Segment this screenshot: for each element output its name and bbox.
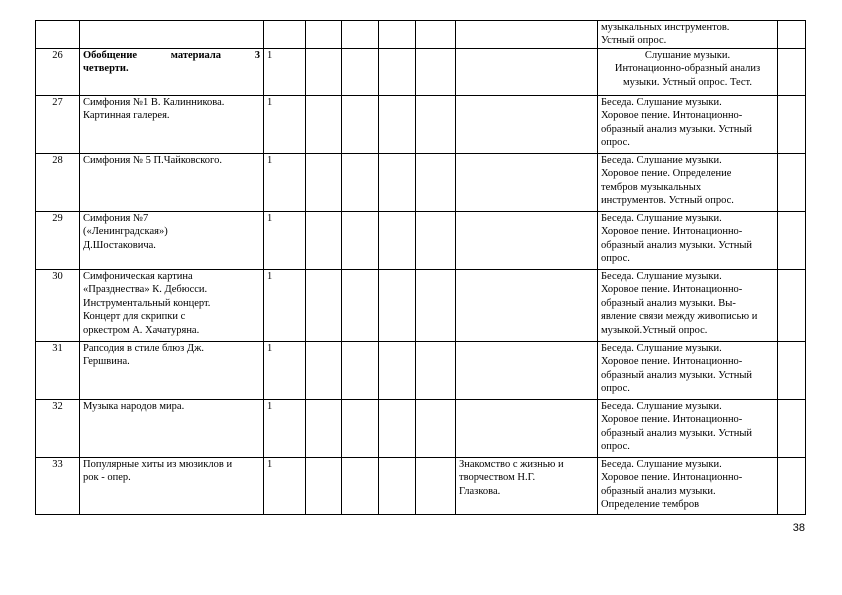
activity-line: Устный опрос. — [601, 35, 667, 47]
empty-cell — [342, 96, 379, 154]
empty-cell — [306, 21, 342, 49]
lesson-topic-cell — [80, 270, 264, 342]
lesson-number-cell: 28 — [36, 154, 80, 212]
page-number: 38 — [792, 522, 805, 534]
empty-cell — [778, 49, 806, 96]
lesson-topic-cell — [80, 96, 264, 154]
activities-cell — [598, 342, 778, 400]
activity-line: образный анализ музыки. Устный — [601, 123, 753, 135]
regional-component-cell — [456, 154, 598, 212]
lesson-number-cell: 29 — [36, 212, 80, 270]
empty-cell — [306, 49, 342, 96]
activity-line: Беседа. Слушание музыки. — [601, 343, 722, 354]
table-row — [36, 458, 806, 515]
activities-cell — [598, 49, 778, 96]
activity-line: Беседа. Слушание музыки. — [601, 459, 722, 470]
activity-line: образный анализ музыки. Устный — [601, 239, 753, 251]
empty-cell — [342, 154, 379, 212]
table-row — [36, 270, 806, 342]
regional-component-cell — [456, 342, 598, 400]
hours-cell: 1 — [264, 458, 306, 515]
topic-line: Гершвина. — [83, 356, 130, 368]
regional-component-cell — [456, 458, 598, 515]
activities-cell — [598, 21, 778, 49]
hours-cell: 1 — [264, 400, 306, 458]
activity-line: Хоровое пение. Интонационно- — [601, 284, 743, 296]
topic-line: Музыка народов мира. — [83, 401, 185, 412]
activity-line: образный анализ музыки. Устный — [601, 369, 753, 381]
lesson-topic-cell — [80, 21, 264, 49]
topic-line: Д.Шостаковича. — [83, 239, 156, 251]
empty-cell — [379, 458, 416, 515]
lesson-topic-cell — [80, 342, 264, 400]
table-row — [36, 49, 806, 96]
empty-cell — [306, 270, 342, 342]
activity-line: музыкальных инструментов. — [601, 22, 730, 33]
activities-cell — [598, 212, 778, 270]
topic-line: Симфония №7 — [83, 213, 149, 224]
empty-cell — [306, 212, 342, 270]
regional-component-cell — [456, 400, 598, 458]
empty-cell — [416, 96, 456, 154]
activity-line: инструментов. Устный опрос. — [601, 195, 734, 207]
empty-cell — [306, 96, 342, 154]
lesson-number-cell: 33 — [36, 458, 80, 515]
empty-cell — [342, 212, 379, 270]
topic-line: Симфония №1 В. Калинникова. — [83, 97, 225, 108]
activities-cell — [598, 270, 778, 342]
empty-cell — [778, 270, 806, 342]
empty-cell — [342, 342, 379, 400]
lesson-topic-cell — [80, 458, 264, 515]
empty-cell — [416, 270, 456, 342]
topic-line: Обобщение материала 3 — [83, 50, 260, 61]
activities-cell — [598, 400, 778, 458]
activity-line: музыкой.Устный опрос. — [601, 324, 708, 336]
empty-cell — [342, 458, 379, 515]
empty-cell — [778, 400, 806, 458]
empty-cell — [306, 342, 342, 400]
activity-line: Интонационно-образный анализ — [614, 63, 761, 75]
topic-line: четверти. — [83, 63, 129, 75]
empty-cell — [379, 270, 416, 342]
activity-line: Хоровое пение. Интонационно- — [601, 472, 743, 484]
empty-cell — [778, 96, 806, 154]
activity-line: образный анализ музыки. — [601, 485, 716, 497]
lesson-number-cell — [36, 21, 80, 49]
table-row — [36, 21, 806, 49]
empty-cell — [342, 270, 379, 342]
empty-cell — [379, 342, 416, 400]
activity-line: опрос. — [601, 137, 630, 149]
empty-cell — [379, 212, 416, 270]
empty-cell — [379, 21, 416, 49]
lesson-topic-cell — [80, 400, 264, 458]
regional-component-cell — [456, 21, 598, 49]
empty-cell — [778, 342, 806, 400]
hours-cell: 1 — [264, 212, 306, 270]
topic-line: («Ленинградская») — [83, 226, 168, 238]
empty-cell — [379, 49, 416, 96]
lesson-number-cell: 31 — [36, 342, 80, 400]
table-row — [36, 154, 806, 212]
empty-cell — [342, 21, 379, 49]
topic-line: Картинная галерея. — [83, 110, 170, 122]
activity-line: Хоровое пение. Интонационно- — [601, 110, 743, 122]
lesson-topic-cell — [80, 49, 264, 96]
empty-cell — [342, 49, 379, 96]
hours-cell — [264, 21, 306, 49]
hours-cell: 1 — [264, 270, 306, 342]
activity-line: Беседа. Слушание музыки. — [601, 401, 722, 412]
empty-cell — [306, 400, 342, 458]
empty-cell — [416, 21, 456, 49]
empty-cell — [416, 154, 456, 212]
activity-line: тембров музыкальных — [601, 181, 702, 193]
topic-line: Симфоническая картина — [83, 271, 193, 282]
hours-cell: 1 — [264, 154, 306, 212]
activity-line: Определение тембров — [601, 499, 700, 511]
empty-cell — [416, 458, 456, 515]
activity-line: образный анализ музыки. Вы- — [601, 297, 736, 309]
activity-line: Слушание музыки. — [644, 50, 731, 61]
regional-component-cell — [456, 270, 598, 342]
empty-cell — [379, 400, 416, 458]
activity-line: Беседа. Слушание музыки. — [601, 213, 722, 224]
activity-line: явление связи между живописью и — [601, 311, 758, 323]
activity-line: Беседа. Слушание музыки. — [601, 155, 722, 166]
topic-line: Концерт для скрипки с — [83, 311, 186, 323]
table-row — [36, 400, 806, 458]
lesson-topic-cell — [80, 154, 264, 212]
activity-line: опрос. — [601, 383, 630, 395]
lesson-plan-table — [35, 20, 806, 515]
lesson-topic-cell — [80, 212, 264, 270]
lesson-number-cell: 27 — [36, 96, 80, 154]
regional-component-cell — [456, 49, 598, 96]
regional-component-cell — [456, 212, 598, 270]
activities-cell — [598, 154, 778, 212]
empty-cell — [778, 21, 806, 49]
activity-line: опрос. — [601, 253, 630, 265]
topic-line: «Празднества» К. Дебюсси. — [83, 284, 208, 296]
topic-line: Популярные хиты из мюзиклов и — [83, 459, 233, 470]
hours-cell: 1 — [264, 49, 306, 96]
topic-line: Инструментальный концерт. — [83, 297, 211, 309]
empty-cell — [416, 342, 456, 400]
empty-cell — [306, 154, 342, 212]
table-row — [36, 342, 806, 400]
hours-cell: 1 — [264, 96, 306, 154]
activity-line: музыки. Устный опрос. Тест. — [623, 76, 752, 88]
topic-line: рок - опер. — [83, 472, 131, 484]
table-row — [36, 212, 806, 270]
topic-line: оркестром А. Хачатуряна. — [83, 324, 200, 336]
table-row — [36, 96, 806, 154]
regional-component-line: творчеством Н.Г. — [459, 472, 536, 484]
regional-component-line: Глазкова. — [459, 485, 501, 497]
activities-cell — [598, 458, 778, 515]
topic-line: Рапсодия в стиле блюз Дж. — [83, 343, 204, 354]
activity-line: Беседа. Слушание музыки. — [601, 97, 722, 108]
lesson-number-cell: 30 — [36, 270, 80, 342]
empty-cell — [379, 154, 416, 212]
empty-cell — [416, 49, 456, 96]
lesson-number-cell: 26 — [36, 49, 80, 96]
empty-cell — [778, 154, 806, 212]
empty-cell — [379, 96, 416, 154]
activity-line: опрос. — [601, 441, 630, 453]
empty-cell — [416, 400, 456, 458]
activity-line: Хоровое пение. Интонационно- — [601, 356, 743, 368]
activity-line: Хоровое пение. Определение — [601, 168, 732, 180]
topic-line: Симфония № 5 П.Чайковского. — [83, 155, 222, 166]
hours-cell: 1 — [264, 342, 306, 400]
activity-line: Хоровое пение. Интонационно- — [601, 226, 743, 238]
empty-cell — [306, 458, 342, 515]
regional-component-cell — [456, 96, 598, 154]
empty-cell — [778, 458, 806, 515]
empty-cell — [416, 212, 456, 270]
activities-cell — [598, 96, 778, 154]
regional-component-line: Знакомство с жизнью и — [459, 459, 564, 470]
empty-cell — [778, 212, 806, 270]
lesson-number-cell: 32 — [36, 400, 80, 458]
activity-line: Хоровое пение. Интонационно- — [601, 414, 743, 426]
empty-cell — [342, 400, 379, 458]
activity-line: образный анализ музыки. Устный — [601, 427, 753, 439]
activity-line: Беседа. Слушание музыки. — [601, 271, 722, 282]
